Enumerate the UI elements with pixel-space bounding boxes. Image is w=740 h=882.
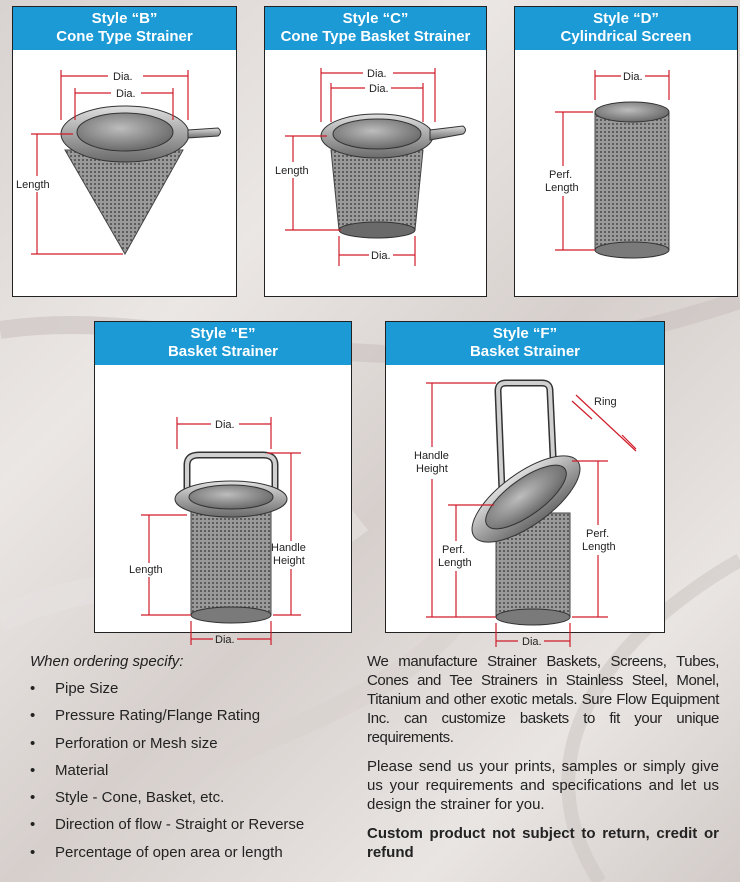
style-name: Cylindrical Screen [560, 28, 692, 45]
list-item-text: Percentage of open area or length [55, 843, 283, 861]
bullet-icon: • [30, 761, 36, 779]
cone-strainer-diagram [13, 50, 236, 298]
list-item-text: Pipe Size [55, 680, 119, 697]
dim-label-perf-2: Length [545, 182, 579, 194]
bullet-icon: • [30, 843, 36, 861]
dim-label-perf-left-1: Perf. [442, 544, 466, 556]
dim-label-perf-right-2: Length [582, 541, 616, 553]
card-header [95, 322, 351, 365]
ordering-section [30, 652, 350, 870]
cylindrical-screen-diagram [515, 50, 737, 298]
dim-label-ring: Ring [594, 396, 617, 408]
card-header [515, 7, 737, 50]
bullet-icon: • [30, 680, 36, 697]
style-name: Basket Strainer [167, 343, 279, 360]
dim-label-handle-2: Height [416, 463, 448, 475]
info-paragraph-2: Please send us your prints, samples or simply give us your requirements and specifications and let us design the strainer for you. [367, 758, 719, 813]
card-style-c [264, 6, 487, 297]
style-label: Style “F” [492, 325, 558, 342]
bullet-icon: • [30, 789, 36, 807]
style-name: Cone Type Basket Strainer [280, 28, 471, 45]
list-item [30, 843, 350, 862]
dim-label-dia-bottom: Dia. [371, 250, 391, 262]
dim-label-dia-top: Dia. [215, 419, 235, 431]
dim-label-dia: Dia. [623, 71, 643, 83]
bullet-icon: • [30, 734, 36, 752]
dim-label-dia-outer: Dia. [113, 71, 133, 83]
dim-label-dia-inner: Dia. [116, 88, 136, 100]
dim-label-dia-bottom: Dia. [215, 634, 235, 646]
dim-label-perf-right-1: Perf. [586, 528, 610, 540]
list-item-text: Perforation or Mesh size [55, 734, 218, 752]
style-label: Style “E” [190, 325, 256, 342]
card-style-f [385, 321, 665, 648]
card-style-d [514, 6, 738, 297]
bullet-icon: • [30, 707, 36, 725]
ordering-title: When ordering specify: [30, 653, 184, 670]
style-name: Basket Strainer [469, 343, 581, 360]
info-paragraph-1: We manufacture Strainer Baskets, Screens, Tubes, Cones and Tee Strainers in Stainless Steel, Monel, Titanium and other exotic metals. Sure Flow Equipment Inc. can customize baskets to fit your unique requirements. [367, 653, 719, 746]
ordering-list [30, 679, 350, 862]
dim-label-dia-inner: Dia. [369, 83, 389, 95]
return-policy-notice: Custom product not subject to return, credit or refund [367, 825, 719, 861]
card-header [265, 7, 486, 50]
info-section [367, 652, 719, 872]
dim-label-perf-left-2: Length [438, 557, 472, 569]
style-label: Style “D” [593, 10, 659, 27]
cone-basket-strainer-diagram [265, 50, 486, 298]
list-item [30, 815, 350, 834]
basket-strainer-e-diagram [95, 365, 351, 646]
dim-label-handle-1: Handle [271, 542, 306, 554]
list-item [30, 734, 350, 753]
dim-label-handle-1: Handle [414, 450, 449, 462]
basket-strainer-f-diagram [386, 365, 664, 648]
bullet-icon: • [30, 816, 36, 834]
list-item [30, 761, 350, 780]
dim-label-length: Length [129, 564, 163, 576]
style-label: Style “C” [342, 10, 409, 27]
card-header [386, 322, 664, 365]
list-item [30, 679, 350, 698]
dim-label-perf-1: Perf. [549, 169, 573, 181]
list-item-text: Direction of flow - Straight or Reverse [55, 816, 305, 834]
dim-label-length: Length [275, 165, 309, 177]
list-item-text: Style - Cone, Basket, etc. [55, 789, 225, 807]
dim-label-handle-2: Height [273, 555, 305, 567]
list-item [30, 788, 350, 807]
card-header [13, 7, 236, 50]
card-style-b [12, 6, 237, 297]
dim-label-dia-bottom: Dia. [522, 636, 542, 648]
style-name: Cone Type Strainer [56, 28, 193, 45]
list-item [30, 706, 350, 725]
style-label: Style “B” [91, 10, 158, 27]
list-item-text: Material [55, 761, 109, 779]
list-item-text: Pressure Rating/Flange Rating [55, 707, 261, 725]
dim-label-length: Length [16, 179, 50, 191]
dim-label-dia-outer: Dia. [367, 68, 387, 80]
card-style-e [94, 321, 352, 646]
